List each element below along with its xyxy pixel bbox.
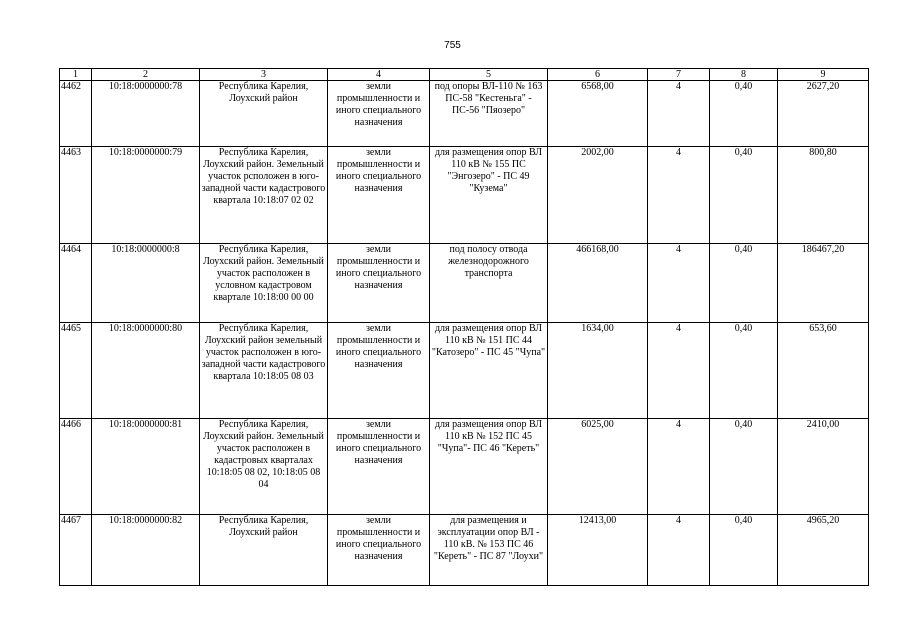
sum: 653,60 (778, 323, 869, 419)
cadastral-number: 10:18:0000000:80 (92, 323, 200, 419)
header-cell: 6 (548, 69, 648, 81)
rate: 0,40 (710, 81, 778, 147)
area: 1634,00 (548, 323, 648, 419)
header-cell: 4 (328, 69, 430, 81)
permitted-use: для размещения и эксплуатации опор ВЛ - 110 кВ. № 153 ПС 46 "Кереть" - ПС 87 "Лоухи" (430, 515, 548, 586)
table-row (60, 244, 869, 323)
group-code: 4 (648, 419, 710, 515)
land-category: земли промышленности и иного специального назначения (328, 147, 430, 244)
location: Республика Карелия, Лоухский район (200, 515, 328, 586)
cadastral-number: 10:18:0000000:78 (92, 81, 200, 147)
row-number: 4462 (60, 81, 92, 147)
rate: 0,40 (710, 419, 778, 515)
row-number: 4463 (60, 147, 92, 244)
location: Республика Карелия, Лоухский район земельный участок расположен в юго-западной части кадастрового квартала 10:18:05 08 03 (200, 323, 328, 419)
area: 2002,00 (548, 147, 648, 244)
area: 6568,00 (548, 81, 648, 147)
table-row (60, 81, 869, 147)
land-category: земли промышленности и иного специального назначения (328, 244, 430, 323)
header-cell: 1 (60, 69, 92, 81)
rate: 0,40 (710, 323, 778, 419)
cadastral-number: 10:18:0000000:8 (92, 244, 200, 323)
group-code: 4 (648, 323, 710, 419)
permitted-use: для размещения опор ВЛ 110 кВ № 152 ПС 45 "Чупа"- ПС 46 "Кереть" (430, 419, 548, 515)
location: Республика Карелия, Лоухский район. Земельный участок рсположен в юго-западной части кадастрового квартала 10:18:07 02 02 (200, 147, 328, 244)
location: Республика Карелия, Лоухский район (200, 81, 328, 147)
group-code: 4 (648, 244, 710, 323)
row-number: 4467 (60, 515, 92, 586)
rate: 0,40 (710, 515, 778, 586)
area: 6025,00 (548, 419, 648, 515)
page-number: 755 (444, 40, 461, 51)
cadastral-number: 10:18:0000000:79 (92, 147, 200, 244)
group-code: 4 (648, 515, 710, 586)
row-number: 4464 (60, 244, 92, 323)
header-cell: 8 (710, 69, 778, 81)
land-plots-table (59, 68, 869, 586)
header-cell: 7 (648, 69, 710, 81)
area: 12413,00 (548, 515, 648, 586)
area: 466168,00 (548, 244, 648, 323)
sum: 2627,20 (778, 81, 869, 147)
table-row (60, 419, 869, 515)
permitted-use: для размещения опор ВЛ 110 кВ № 155 ПС "Энгозеро" - ПС 49 "Кузема" (430, 147, 548, 244)
sum: 4965,20 (778, 515, 869, 586)
land-category: земли промышленности и иного специального назначения (328, 515, 430, 586)
table-row (60, 323, 869, 419)
permitted-use: под полосу отвода железнодорожного транспорта (430, 244, 548, 323)
location: Республика Карелия, Лоухский район. Земельный участок расположен в условном кадастровом квартале 10:18:00 00 00 (200, 244, 328, 323)
permitted-use: под опоры ВЛ-110 № 163 ПС-58 "Кестеньга" - ПС-56 "Пяозеро" (430, 81, 548, 147)
rate: 0,40 (710, 244, 778, 323)
sum: 2410,00 (778, 419, 869, 515)
land-category: земли промышленности и иного специального назначения (328, 81, 430, 147)
rate: 0,40 (710, 147, 778, 244)
table-row (60, 147, 869, 244)
header-cell: 3 (200, 69, 328, 81)
location: Республика Карелия, Лоухский район. Земельный участок расположен в кадастровых кварталах 10:18:05 08 02, 10:18:05 08 04 (200, 419, 328, 515)
row-number: 4465 (60, 323, 92, 419)
header-cell: 5 (430, 69, 548, 81)
land-category: земли промышленности и иного специального назначения (328, 323, 430, 419)
cadastral-number: 10:18:0000000:81 (92, 419, 200, 515)
sum: 800,80 (778, 147, 869, 244)
permitted-use: для размещения опор ВЛ 110 кВ № 151 ПС 44 "Катозеро" - ПС 45 "Чупа" (430, 323, 548, 419)
group-code: 4 (648, 81, 710, 147)
table-row (60, 515, 869, 586)
header-cell: 2 (92, 69, 200, 81)
cadastral-number: 10:18:0000000:82 (92, 515, 200, 586)
table-header-row (60, 69, 869, 81)
row-number: 4466 (60, 419, 92, 515)
land-category: земли промышленности и иного специального назначения (328, 419, 430, 515)
header-cell: 9 (778, 69, 869, 81)
group-code: 4 (648, 147, 710, 244)
sum: 186467,20 (778, 244, 869, 323)
